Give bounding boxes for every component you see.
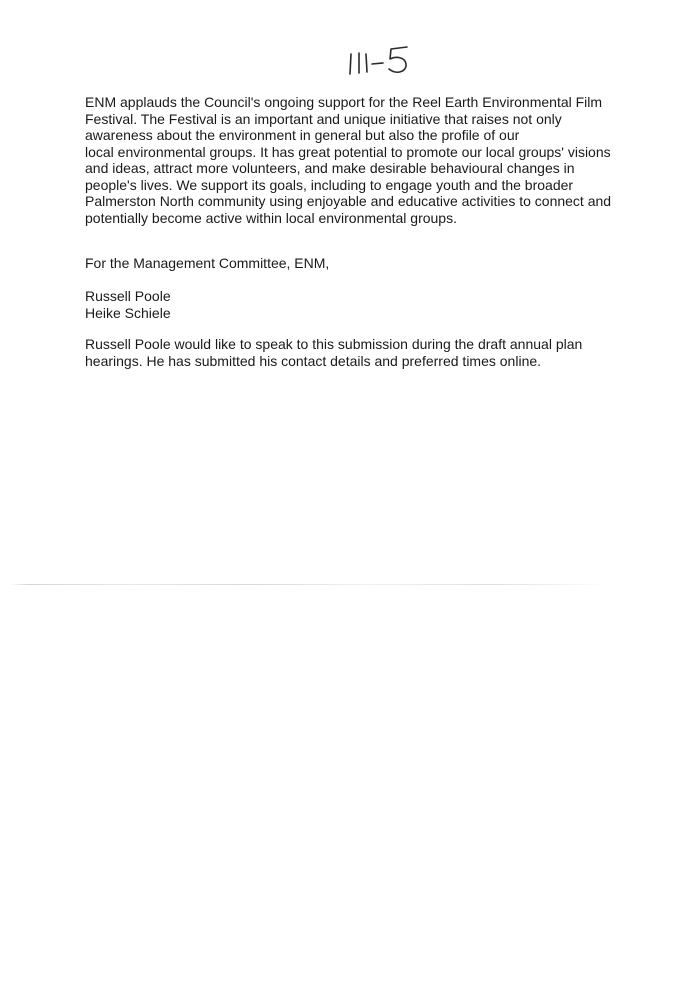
paragraph-line: awareness about the environment in general but also the profile of our [85,127,520,143]
scan-artifact-line [10,584,610,585]
signatory-name: Russell Poole [85,288,171,304]
speaking-note-line: hearings. He has submitted his contact details and preferred times online. [85,352,542,369]
main-paragraph [85,94,615,226]
closing-line [85,255,615,272]
signatories [85,288,615,321]
handwritten-page-number-drawing [343,42,423,82]
paragraph-line: and ideas, attract more volunteers, and make desirable behavioural changes in [85,160,575,176]
paragraph-line: people's lives. We support its goals, including to engage youth and the broader [85,176,574,193]
paragraph-line: potentially become active within local environmental groups. [85,209,457,226]
paragraph-line: Palmerston North community using enjoyable and educative activities to connect and [85,193,612,209]
paragraph-line: ENM applauds the Council's ongoing support for the Reel Earth Environmental Film [85,94,603,110]
paragraph-line: Festival. The Festival is an important and unique initiative that raises not only [85,110,562,127]
paragraph-line: local environmental groups. It has great potential to promote our local groups' visions [85,143,611,160]
signatory-name: Heike Schiele [85,304,171,321]
speaking-note [85,336,615,369]
speaking-note-line: Russell Poole would like to speak to this submission during the draft annual plan [85,336,583,352]
handwritten-page-number [343,42,423,82]
closing-text: For the Management Committee, ENM, [85,255,330,271]
